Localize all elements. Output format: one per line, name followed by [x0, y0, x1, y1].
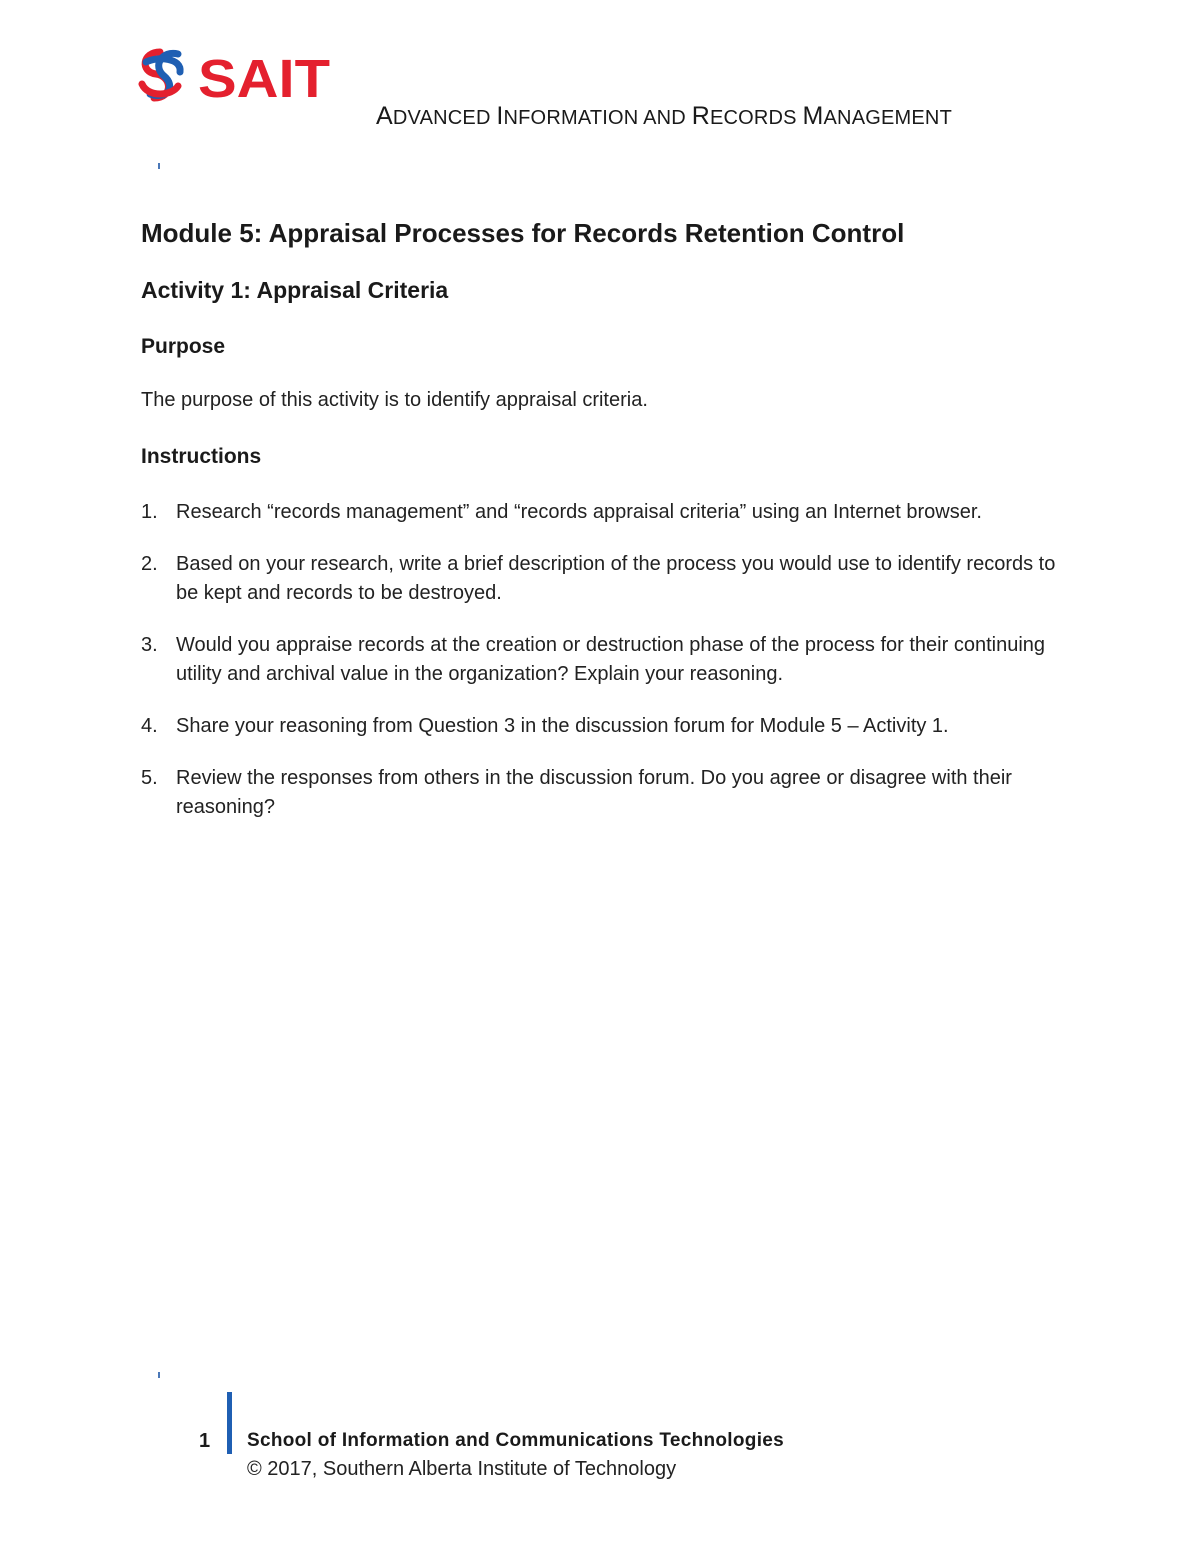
list-item	[141, 550, 1061, 608]
activity-title: Activity 1: Appraisal Criteria	[141, 277, 449, 303]
instructions-list	[141, 498, 1061, 845]
footer-copyright: © 2017, Southern Alberta Institute of Technology	[247, 1458, 677, 1480]
list-item-number: 4.	[141, 715, 158, 737]
list-item	[141, 498, 1061, 527]
footer-divider	[227, 1392, 232, 1454]
logo-wordmark: SAIT	[198, 49, 331, 104]
list-item	[141, 631, 1061, 689]
list-item	[141, 764, 1061, 822]
list-item-text: Would you appraise records at the creation or destruction phase of the process for their continuing utility and archival value in the organization? Explain your reasoning.	[176, 634, 1046, 685]
instructions-heading: Instructions	[141, 445, 262, 468]
header-marker	[158, 163, 160, 169]
course-title: ADVANCED INFORMATION AND RECORDS MANAGEMENT	[376, 102, 952, 130]
list-item-number: 2.	[141, 553, 158, 575]
purpose-text: The purpose of this activity is to identify appraisal criteria.	[141, 389, 648, 411]
list-item-text: Based on your research, write a brief description of the process you would use to identify records to be kept and records to be destroyed.	[176, 553, 1056, 604]
list-item-number: 3.	[141, 634, 158, 656]
module-title: Module 5: Appraisal Processes for Records Retention Control	[141, 218, 905, 248]
list-item	[141, 712, 1061, 741]
footer-marker	[158, 1372, 160, 1378]
footer-school: School of Information and Communications Technologies	[247, 1430, 785, 1451]
list-item-number: 1.	[141, 501, 158, 523]
purpose-heading: Purpose	[141, 335, 226, 358]
page-number: 1	[199, 1430, 211, 1452]
list-item-text: Review the responses from others in the discussion forum. Do you agree or disagree with their reasoning?	[176, 767, 1012, 818]
sait-emblem-icon	[142, 52, 180, 98]
list-item-number: 5.	[141, 767, 158, 789]
sait-logo	[138, 46, 338, 104]
list-item-text: Share your reasoning from Question 3 in the discussion forum for Module 5 – Activity 1.	[176, 715, 949, 737]
list-item-text: Research “records management” and “records appraisal criteria” using an Internet browser.	[176, 501, 982, 523]
